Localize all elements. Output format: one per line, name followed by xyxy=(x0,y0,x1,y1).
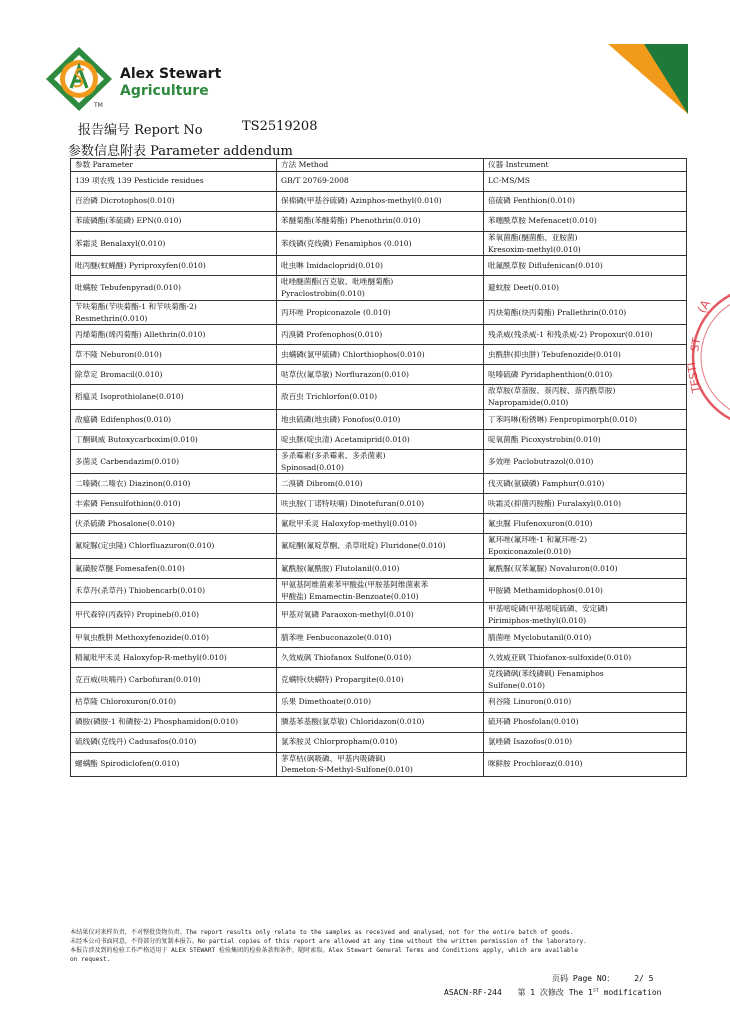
cell-text: 膦基苯基酸(氯草敏) Chloridazon(0.010) xyxy=(281,717,425,727)
cell-text: 保棉磷(甲基谷硫磷) Azinphos-methyl(0.010) xyxy=(281,196,442,206)
method-cell xyxy=(277,514,484,534)
instrument-cell xyxy=(484,256,687,276)
parameter-cell xyxy=(71,603,277,628)
method-cell xyxy=(277,191,484,211)
svg-text:ST: ST xyxy=(688,336,704,353)
cell-text: Demeton-S-Methyl-Sulfone(0.010) xyxy=(281,765,413,775)
cell-text: 甲酸盐) Emamectin-Benzoate(0.010) xyxy=(281,591,419,601)
parameter-cell xyxy=(71,732,277,752)
cell-text: 敌瘟磷 Edifenphos(0.010) xyxy=(75,414,172,424)
cell-text: 精氟吡甲禾灵 Haloxyfop-R-methyl(0.010) xyxy=(75,652,227,662)
cell-text: 敌草胺(草萘胺、萘丙胺、萘丙酰草胺) xyxy=(488,386,616,396)
cell-text: 乐果 Dimethoate(0.010) xyxy=(281,697,372,707)
cell-text: Napropamide(0.010) xyxy=(488,398,569,408)
table-row xyxy=(71,365,687,385)
method-cell xyxy=(277,603,484,628)
cell-text: 二嗪磷(二嗪农) Diazinon(0.010) xyxy=(75,479,191,489)
cell-text: Pirimiphos-methyl(0.010) xyxy=(488,616,587,626)
svg-text:(A: (A xyxy=(694,297,714,316)
footnote-line: 未经本公司书面同意，不得部分的复制本报告。No partial copies of this report are allowed at any time without the written permission of the laboratory. xyxy=(70,938,587,946)
parameter-table xyxy=(70,158,687,777)
instrument-cell xyxy=(484,429,687,449)
cell-text: Resmethrin(0.010) xyxy=(75,313,148,323)
table-row xyxy=(71,474,687,494)
method-cell xyxy=(277,211,484,231)
cell-text: 茅草枯(砜吸磷、甲基内吸磷砜) xyxy=(281,753,386,763)
cell-text: 腈菌唑 Myclobutanil(0.010) xyxy=(488,632,592,642)
cell-text: 虫酰肼(抑虫肼) Tebufenozide(0.010) xyxy=(488,349,621,359)
method-cell xyxy=(277,325,484,345)
table-row xyxy=(71,231,687,256)
cell-text: GB/T 20769-2008 xyxy=(281,176,349,186)
parameter-cell xyxy=(71,171,277,191)
cell-text: 甲氧虫酰肼 Methoxyfenozide(0.010) xyxy=(75,632,209,642)
cell-text: 氯苯胺灵 Chlorpropham(0.010) xyxy=(281,737,398,747)
method-cell xyxy=(277,365,484,385)
instrument-cell xyxy=(484,365,687,385)
instrument-cell xyxy=(484,534,687,559)
instrument-cell xyxy=(484,603,687,628)
form-code: ASACN-RF-244 xyxy=(444,988,502,997)
instrument-cell xyxy=(484,494,687,514)
cell-text: 苯硫磷酯(苯硫磷) EPN(0.010) xyxy=(75,216,182,226)
cell-text: 多杀霉素(多杀霉素、多杀菌素) xyxy=(281,450,386,460)
table-row xyxy=(71,300,687,325)
parameter-cell xyxy=(71,558,277,578)
disclaimer-footnote xyxy=(70,928,665,965)
parameter-cell xyxy=(71,514,277,534)
cell-text: 甲氨基阿维菌素苯甲酸盐(甲胺基阿维菌素苯 xyxy=(281,579,429,589)
cell-text: 克线磷砜(苯线磷砜) Fenamiphos xyxy=(488,669,604,679)
parameter-cell xyxy=(71,231,277,256)
parameter-cell xyxy=(71,628,277,648)
parameter-cell xyxy=(71,191,277,211)
cell-text: 苯氧菌酯(醚菌酯、亚胺菌) xyxy=(488,232,578,242)
instrument-cell xyxy=(484,648,687,668)
cell-text: 伐灭磷(氨磺磷) Famphur(0.010) xyxy=(488,479,605,489)
parameter-cell xyxy=(71,668,277,693)
cell-text: 硫环磷 Phosfolan(0.010) xyxy=(488,717,579,727)
cell-text: 敌百虫 Trichlorfon(0.010) xyxy=(281,392,378,402)
instrument-cell xyxy=(484,231,687,256)
cell-text: Spinosad(0.010) xyxy=(281,462,344,472)
footnote-line: 本结果仅对来样负责，不对整批货物负责。The report results only relate to the samples as received and analysed，not for the entire batch of goods. xyxy=(70,929,574,936)
method-cell xyxy=(277,345,484,365)
cell-text: 克螨特(炔螨特) Propargite(0.010) xyxy=(281,674,404,684)
instrument-cell xyxy=(484,628,687,648)
table-row xyxy=(71,752,687,777)
cell-text: 丰索磷 Fensulfothion(0.010) xyxy=(75,499,181,509)
parameter-cell xyxy=(71,752,277,777)
cell-text: 吡虫啉 Imidacloprid(0.010) xyxy=(281,260,383,270)
table-row xyxy=(71,628,687,648)
method-cell xyxy=(277,171,484,191)
table-row xyxy=(71,449,687,474)
method-cell xyxy=(277,732,484,752)
brand-name: Alex Stewart xyxy=(120,66,222,82)
cell-text: 倍硫磷 Fenthion(0.010) xyxy=(488,196,575,206)
instrument-cell xyxy=(484,211,687,231)
alex-stewart-logo-icon xyxy=(44,46,114,112)
table-row xyxy=(71,256,687,276)
instrument-cell xyxy=(484,692,687,712)
table-row xyxy=(71,668,687,693)
method-cell xyxy=(277,752,484,777)
revision-prefix: 第 1 次修改 The 1 xyxy=(517,988,593,997)
parameter-table-body xyxy=(71,159,687,777)
cell-text: Sulfone(0.010) xyxy=(488,680,545,690)
parameter-cell xyxy=(71,325,277,345)
cell-text: 禾草丹(杀草丹) Thiobencarb(0.010) xyxy=(75,585,206,595)
table-header-row xyxy=(71,159,687,172)
method-cell xyxy=(277,578,484,603)
report-number-line xyxy=(78,119,318,138)
method-cell xyxy=(277,534,484,559)
revision-superscript: st xyxy=(592,987,599,994)
parameter-cell xyxy=(71,409,277,429)
cell-text: 腈苯唑 Fenbuconazole(0.010) xyxy=(281,632,392,642)
table-row xyxy=(71,385,687,410)
cell-text: 二溴磷 Dibrom(0.010) xyxy=(281,479,363,489)
table-row xyxy=(71,558,687,578)
instrument-cell xyxy=(484,385,687,410)
method-cell xyxy=(277,300,484,325)
parameter-cell xyxy=(71,534,277,559)
instrument-cell xyxy=(484,345,687,365)
table-row xyxy=(71,514,687,534)
cell-text: 甲代森锌(丙森锌) Propineb(0.010) xyxy=(75,610,200,620)
page-number-label: 页码 Page NO： xyxy=(552,974,615,983)
cell-text: 丙溴磷 Profenophos(0.010) xyxy=(281,329,383,339)
cell-text: 氟酰胺(氟酰胺) Flutolanil(0.010) xyxy=(281,563,400,573)
instrument-cell xyxy=(484,474,687,494)
cell-text: 吡螨胺 Tebufenpyrad(0.010) xyxy=(75,283,181,293)
instrument-cell xyxy=(484,191,687,211)
table-row xyxy=(71,648,687,668)
table-row xyxy=(71,578,687,603)
parameter-cell xyxy=(71,474,277,494)
parameter-cell xyxy=(71,211,277,231)
cell-text: 草不隆 Neburon(0.010) xyxy=(75,349,162,359)
table-row xyxy=(71,191,687,211)
method-cell xyxy=(277,712,484,732)
method-cell xyxy=(277,648,484,668)
cell-text: 苯线磷(克线磷) Fenamiphos (0.010) xyxy=(281,238,412,248)
cell-text: 氟酰脲(双苯氟脲) Novaluron(0.010) xyxy=(488,563,618,573)
header-cell-parameter: 参数 Parameter xyxy=(71,159,277,172)
parameter-cell xyxy=(71,345,277,365)
cell-text: 久效威砜 Thiofanox Sulfone(0.010) xyxy=(281,652,412,662)
cell-text: 甲基嘧啶磷(甲基嘧啶硫磷、安定磷) xyxy=(488,604,608,614)
cell-text: 氟环唑(氟环唑-1 和氟环唑-2) xyxy=(488,535,588,545)
parameter-cell xyxy=(71,712,277,732)
method-cell xyxy=(277,449,484,474)
parameter-cell xyxy=(71,648,277,668)
report-number-value: TS2519208 xyxy=(242,119,318,134)
cell-text: 啶氧菌酯 Picoxystrobin(0.010) xyxy=(488,434,601,444)
header-cell-method: 方法 Method xyxy=(277,159,484,172)
instrument-cell xyxy=(484,732,687,752)
cell-text: 残杀威(残杀威-1 和残杀威-2) Propoxur(0.010) xyxy=(488,329,653,339)
instrument-cell xyxy=(484,578,687,603)
cell-text: 氟虫脲 Flufenoxuron(0.010) xyxy=(488,519,593,529)
instrument-cell xyxy=(484,449,687,474)
method-cell xyxy=(277,668,484,693)
cell-text: 枯草隆 Chloroxuron(0.010) xyxy=(75,697,177,707)
official-stamp-seal-icon xyxy=(684,282,730,432)
cell-text: 地虫硫磷(地虫磷) Fonofos(0.010) xyxy=(281,414,401,424)
cell-text: 丙炔菊酯(炔丙菊酯) Prallethrin(0.010) xyxy=(488,307,627,317)
cell-text: 久效威亚砜 Thiofanox-sulfoxide(0.010) xyxy=(488,652,632,662)
cell-text: 吡氟酰草胺 Diflufenican(0.010) xyxy=(488,260,603,270)
cell-text: 呋霜灵(抑菌丙胺酯) Furalaxyl(0.010) xyxy=(488,499,622,509)
table-row xyxy=(71,171,687,191)
cell-text: 磷胺(磷胺-1 和磷胺-2) Phosphamidon(0.010) xyxy=(75,717,239,727)
cell-text: 苯噻酰草胺 Mefenacet(0.010) xyxy=(488,216,597,226)
parameter-cell xyxy=(71,494,277,514)
parameter-cell xyxy=(71,365,277,385)
cell-text: Pyraclostrobin(0.010) xyxy=(281,289,365,299)
cell-text: 伏杀硫磷 Phosalone(0.010) xyxy=(75,519,175,529)
instrument-cell xyxy=(484,300,687,325)
cell-text: 螺螨酯 Spirodiclofen(0.010) xyxy=(75,759,180,769)
cell-text: 克百威(呋喃丹) Carbofuran(0.010) xyxy=(75,674,201,684)
table-row xyxy=(71,692,687,712)
parameter-cell xyxy=(71,449,277,474)
table-row xyxy=(71,325,687,345)
header-cell-instrument: 仪器 Instrument xyxy=(484,159,687,172)
instrument-cell xyxy=(484,276,687,301)
cell-text: 哒草伏(氟草敏) Norflurazon(0.010) xyxy=(281,369,409,379)
page-number xyxy=(552,973,653,984)
instrument-cell xyxy=(484,409,687,429)
corner-triangle-decoration xyxy=(608,44,688,116)
table-row xyxy=(71,429,687,449)
table-row xyxy=(71,276,687,301)
parameter-cell xyxy=(71,300,277,325)
table-row xyxy=(71,732,687,752)
method-cell xyxy=(277,385,484,410)
addendum-title: 参数信息附表 Parameter addendum xyxy=(68,144,293,159)
footnote-line: 本报告涉及到的检验工作严格适用于 ALEX STEWART 检验集团的检验条款和条件，随时索取。Alex Stewart General Terms and Conditions apply, which are available xyxy=(70,947,579,955)
method-cell xyxy=(277,558,484,578)
cell-text: 虫螨磷(氯甲硫磷) Chlorthiophos(0.010) xyxy=(281,349,425,359)
method-cell xyxy=(277,276,484,301)
footnote-line: on request. xyxy=(70,956,111,964)
cell-text: 氟磺胺草醚 Fomesafen(0.010) xyxy=(75,563,185,573)
cell-text: 哒嗪硫磷 Pyridaphenthion(0.010) xyxy=(488,369,613,379)
cell-text: 稻瘟灵 Isoprothiolane(0.010) xyxy=(75,392,184,402)
report-number-label: 报告编号 Report No xyxy=(78,123,203,138)
cell-text: 氟啶酮(氟啶草酮、杀草吡啶) Fluridone(0.010) xyxy=(281,541,446,551)
cell-text: 139 项农残 139 Pesticide residues xyxy=(75,176,204,186)
method-cell xyxy=(277,628,484,648)
cell-text: 氯唑磷 Isazofos(0.010) xyxy=(488,737,573,747)
table-row xyxy=(71,409,687,429)
cell-text: 苯霜灵 Benalaxyl(0.010) xyxy=(75,238,166,248)
cell-text: 吡唑醚菌酯(百克敏、吡唑醚菊酯) xyxy=(281,277,394,287)
instrument-cell xyxy=(484,171,687,191)
table-row xyxy=(71,345,687,365)
method-cell xyxy=(277,231,484,256)
method-cell xyxy=(277,494,484,514)
instrument-cell xyxy=(484,558,687,578)
cell-text: 丁苯吗啉(粉锈啉) Fenpropimorph(0.010) xyxy=(488,414,637,424)
parameter-cell xyxy=(71,256,277,276)
method-cell xyxy=(277,409,484,429)
revision-suffix: modification xyxy=(598,988,662,997)
cell-text: 吡丙醚(蚊蝇醚) Pyriproxyfen(0.010) xyxy=(75,260,206,270)
cell-text: 丁酮砜威 Butoxycarboxim(0.010) xyxy=(75,434,198,444)
cell-text: 甲基对氧磷 Paraoxon-methyl(0.010) xyxy=(281,610,414,620)
cell-text: 利谷隆 Linuron(0.010) xyxy=(488,697,572,707)
table-row xyxy=(71,211,687,231)
cell-text: 啶虫脒(啶虫清) Acetamiprid(0.010) xyxy=(281,434,410,444)
cell-text: 苯醚菊酯(苯醚菊酯) Phenothrin(0.010) xyxy=(281,216,421,226)
cell-text: 丙环唑 Propiconazole (0.010) xyxy=(281,307,391,317)
parameter-cell xyxy=(71,385,277,410)
cell-text: 苄呋菊酯(苄呋菊酯-1 和苄呋菊酯-2) xyxy=(75,301,197,311)
cell-text: 多菌灵 Carbendazim(0.010) xyxy=(75,456,180,466)
cell-text: Epoxiconazole(0.010) xyxy=(488,547,572,557)
instrument-cell xyxy=(484,712,687,732)
instrument-cell xyxy=(484,668,687,693)
table-row xyxy=(71,712,687,732)
brand-division: Agriculture xyxy=(120,83,209,99)
table-row xyxy=(71,603,687,628)
cell-text: 百治磷 Dicrotophos(0.010) xyxy=(75,196,175,206)
form-revision xyxy=(444,987,661,998)
cell-text: 除草定 Bromacil(0.010) xyxy=(75,369,163,379)
page-number-value: 2/ 5 xyxy=(634,974,654,983)
method-cell xyxy=(277,692,484,712)
cell-text: 氟吡甲禾灵 Haloxyfop-methyl(0.010) xyxy=(281,519,417,529)
method-cell xyxy=(277,474,484,494)
table-row xyxy=(71,534,687,559)
table-row xyxy=(71,494,687,514)
method-cell xyxy=(277,256,484,276)
parameter-cell xyxy=(71,692,277,712)
cell-text: 氟啶脲(定虫隆) Chlorfluazuron(0.010) xyxy=(75,541,215,551)
cell-text: 避蚊胺 Deet(0.010) xyxy=(488,283,559,293)
parameter-cell xyxy=(71,276,277,301)
instrument-cell xyxy=(484,752,687,777)
svg-text:TESTI: TESTI xyxy=(684,361,703,394)
cell-text: LC-MS/MS xyxy=(488,176,530,186)
parameter-cell xyxy=(71,429,277,449)
cell-text: 多效唑 Paclobutrazol(0.010) xyxy=(488,456,594,466)
company-logo xyxy=(44,46,222,112)
cell-text: Kresoxim-methyl(0.010) xyxy=(488,244,581,254)
instrument-cell xyxy=(484,325,687,345)
cell-text: 甲胺磷 Methamidophos(0.010) xyxy=(488,585,603,595)
cell-text: 硫线磷(克线丹) Cadusafos(0.010) xyxy=(75,737,197,747)
cell-text: 呋虫胺(丁诺特呋喃) Dinotefuran(0.010) xyxy=(281,499,425,509)
cell-text: 咪鲜胺 Prochloraz(0.010) xyxy=(488,759,583,769)
method-cell xyxy=(277,429,484,449)
cell-text: 丙烯菊酯(烯丙菊酯) Allethrin(0.010) xyxy=(75,329,206,339)
instrument-cell xyxy=(484,514,687,534)
parameter-cell xyxy=(71,578,277,603)
trademark-mark: TM xyxy=(94,102,103,109)
